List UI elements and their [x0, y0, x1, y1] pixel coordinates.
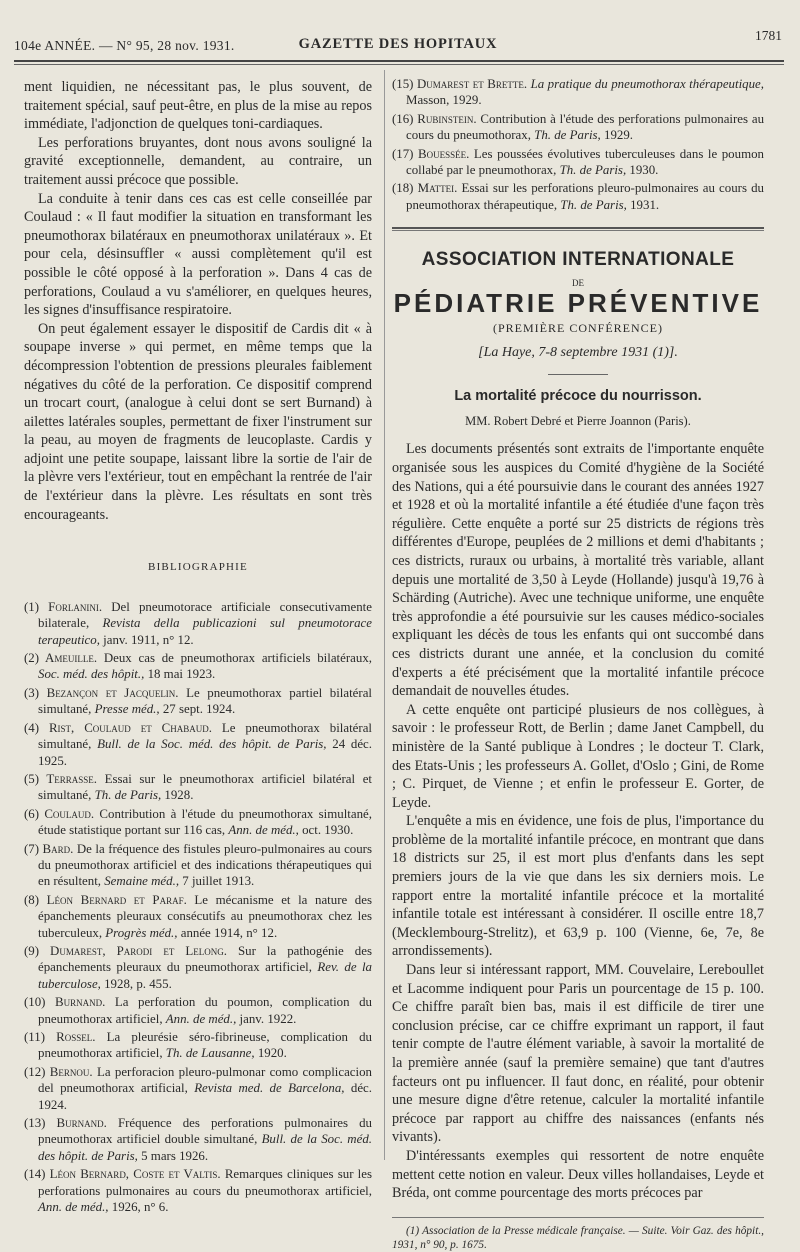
ref-title: Deux cas de pneumothorax artificiels bilatéraux, — [97, 651, 372, 666]
ref-journal: Bull. de la Soc. méd. des hôpit. de Paris, — [38, 1132, 373, 1163]
ref-title: Le mécanisme et la nature des épanchements pleuraux consécutifs au pneumothorax chez les tuberculeux, — [38, 892, 372, 940]
ref-journal: Revista med. de Barcelona, — [194, 1081, 345, 1096]
ref-author: (13) Burnand. — [24, 1116, 107, 1131]
bibliography-entry — [392, 76, 764, 109]
bibliography-entry — [24, 650, 372, 683]
paragraph: On peut également essayer le dispositif de Cardis dit « à soupape inverse » qui permet, en même temps que la décompression l'obtention de pressions pleurales faiblement négatives du côté de la perforation. Ce dispositif comprend un trocart court, (analogue à celui dont se sert Burnand) à ailettes latérales souples, permettant de fixer l'instrument sur la peau, au moyen de fragments de leucoplaste. Cardis y adjoint une petite soupape, laissant libre la sortie de l'air de la plèvre vers l'extérieur, tout en empêchant la rentrée de l'air de l'extérieur dans la plèvre. Les résultats en sont très encourageants. — [24, 320, 372, 523]
ref-details: année 1914, n° 12. — [177, 925, 278, 940]
ref-author: (10) Burnand. — [24, 995, 106, 1010]
ref-author: (16) Rubinstein. — [392, 111, 477, 126]
paragraph: Les perforations bruyantes, dont nous avons souligné la gravité exceptionnelle, demandent, au contraire, un traitement aussi précoce que possible. — [24, 134, 372, 188]
ref-details: 24 déc. 1925. — [38, 737, 372, 768]
ref-author: (12) Bernou. — [24, 1064, 93, 1079]
ref-journal: Th. de Paris, — [560, 197, 627, 212]
ref-author: (2) Ameuille. — [24, 651, 98, 666]
footnote: (1) Association de la Presse médicale française. — Suite. Voir Gaz. des hôpit., 1931, n° 90, p. 1675. — [392, 1224, 764, 1251]
ref-author: (11) Rossel. — [24, 1030, 96, 1044]
ref-author: (4) Rist, Coulaud et Chabaud. — [24, 720, 212, 735]
ref-journal: Semaine méd., — [104, 874, 180, 889]
section-rule-thin — [392, 230, 764, 231]
bibliography-entry — [24, 943, 372, 992]
footnote-rule — [392, 1217, 764, 1218]
ref-title: La perforacion pleuro-pulmonar como complicacion del pneumothorax artificial, — [38, 1064, 372, 1096]
article-body — [392, 440, 764, 1202]
association-de: DE — [572, 277, 584, 288]
ref-author: (17) Bouessée. — [392, 146, 470, 161]
ref-details: 7 juillet 1913. — [179, 874, 255, 889]
ref-journal: Ann. de méd., — [165, 1011, 237, 1026]
bibliography-entry — [24, 1166, 372, 1215]
ref-title: Le pneumothorax bilatéral simultané, — [38, 720, 373, 752]
ref-journal: Soc. méd. des hôpit., — [38, 667, 145, 682]
ref-title: Fréquence des perforations pulmonaires du pneumothorax artificiel double simultané, — [38, 1116, 372, 1147]
bibliography-entry — [24, 720, 372, 769]
bibliography-list-continued — [392, 76, 764, 213]
ref-journal: La pratique du pneumothorax thérapeutique, — [530, 77, 764, 91]
ref-author: (1) Forlanini. — [24, 599, 103, 614]
ref-details: 5 mars 1926. — [137, 1148, 209, 1163]
ref-details: déc. 1924. — [38, 1081, 373, 1112]
ref-author: (5) Terrasse. — [24, 771, 97, 786]
conference-place: [La Haye, 7-8 septembre 1931 (1)]. — [478, 344, 678, 360]
ref-author: (8) Léon Bernard et Paraf. — [24, 892, 187, 907]
bibliography-entry — [24, 1029, 372, 1062]
ref-details: Masson, 1929. — [406, 93, 482, 108]
ref-journal: Th. de Paris, — [94, 788, 162, 803]
ref-title: Essai sur les perforations pleuro-pulmonaires au cours du pneumothorax thérapeutique, — [406, 181, 765, 212]
ref-details: 1928. — [161, 788, 194, 803]
conference-label: (PREMIÈRE CONFÉRENCE) — [492, 321, 663, 336]
ref-details: 1926, n° 6. — [108, 1200, 169, 1215]
ref-journal: Bull. de la Soc. méd. des hôpit. de Paris, — [97, 737, 327, 752]
ref-author: (15) Dumarest et Brette. — [392, 77, 528, 91]
bibliography-entry — [392, 111, 764, 144]
ref-details: 1920. — [254, 1046, 287, 1061]
bibliography-entry — [24, 771, 372, 804]
bibliography-entry — [392, 146, 764, 179]
bibliography-entry — [24, 599, 372, 648]
ref-details: 1931. — [626, 197, 660, 212]
ref-title: Les poussées évolutives tuberculeuses dans le poumon collabé par le pneumothorax, — [406, 146, 764, 178]
paragraph: Les documents présentés sont extraits de l'importante enquête organisée sous les auspices du Comité d'hygiène de la Société des Nations, qui a été poursuivie dans le courant des années 1927 et 1928 et où la mortalité infantile a été étudiée d'une façon très régulière. Cette enquête a porté sur 25 districts de régions très différentes d'Europe, peuplées de 2 millions et demi d'habitants ; ces districts, ruraux ou urbains, à mortalité très variable, allant depuis une mortalité de 3,50 à Leyde (Hollande) jusqu'à 19,76 à Schärding (Autriche). Avec une technique uniforme, une enquête très approfondie a été poursuivie sur les causes médico-sociales expliquant les décès de tous les enfants qui ont succombé dans ces districts durant une année, et la conclusion du comité d'experts a été précisément que la mortalité infantile précoce demandait de nouvelles études. — [392, 441, 764, 700]
ref-details: 18 mai 1923. — [144, 667, 216, 682]
bibliography-entry — [24, 806, 372, 839]
ref-journal: Th. de Paris, — [559, 163, 627, 178]
issue-info: 104e ANNÉE. — N° 95, 28 nov. 1931. — [14, 38, 235, 53]
ref-author: (9) Dumarest, Parodi et Lelong. — [24, 943, 227, 958]
bibliography-entry — [24, 841, 372, 890]
header-rule — [14, 60, 784, 62]
ref-title: Le pneumothorax partiel bilatéral simultané, — [38, 685, 372, 717]
paragraph: Dans leur si intéressant rapport, MM. Couvelaire, Lereboullet et Lacomme indiquent pour Paris un pourcentage de 15 p. 100. Ce chiffre paraît bien bas, mais il est difficile de tirer une conclusion précise, car ce chiffre exprimant un rapport, il faut tenir compte de l'autre élément variable, à savoir la mortalité de la première année (sauf la première semaine) que tant d'autres facteurs ont pu influencer. Il faut donc, en réalité, pour obtenir une mesure digne d'être retenue, calculer la mortalité infantile précoce par rapport au chiffre des naissances (enfants nés vivants). — [392, 962, 764, 1146]
section-rule — [392, 227, 764, 229]
ref-details: 1930. — [626, 163, 659, 178]
ref-details: janv. 1911, n° 12. — [99, 632, 194, 647]
left-column — [24, 78, 372, 1217]
ref-title: Del pneumotorace artificiale consecutivamente bilaterale, — [38, 599, 372, 631]
ref-title: Essai sur le pneumothorax artificiel bilatéral et simultané, — [38, 771, 372, 803]
ref-journal: Rev. de la tuberculose, — [38, 960, 372, 991]
ref-title: Sur la pathogénie des épanchements pleuraux du pneumothorax artificiel, — [38, 943, 372, 975]
ref-journal: Revista della publicazioni sul pneumotorace terapeutico, — [38, 616, 372, 647]
short-rule — [548, 374, 608, 375]
ref-journal: Ann. de méd., — [38, 1200, 109, 1215]
ref-title: Remarques cliniques sur les perforations pulmonaires au cours du pneumothorax artificiel, — [38, 1167, 372, 1198]
ref-author: (18) Mattei. — [392, 181, 458, 196]
bibliography-entry — [24, 1115, 372, 1164]
page-header — [14, 28, 782, 58]
header-rule-thin — [14, 64, 784, 65]
ref-details: 1929. — [600, 128, 634, 143]
ref-journal: Presse méd., — [94, 702, 160, 717]
ref-author: (3) Bezançon et Jacquelin. — [24, 685, 179, 700]
ref-journal: Progrès méd., — [105, 925, 178, 940]
ref-journal: Th. de Paris, — [534, 128, 601, 143]
ref-details: 27 sept. 1924. — [159, 702, 236, 717]
association-subject: PÉDIATRIE PRÉVENTIVE — [393, 288, 763, 319]
paragraph: La conduite à tenir dans ces cas est celle conseillée par Coulaud : « Il faut modifier la situation en transformant les pneumothorax bilatéraux en pneumothorax unilatéraux ». Et pour cela, désinsuffler « aussi complètement qu'il est possible le côté opposé à la perforation ». Dans 4 cas de perforations, Coulaud a vu s'améliorer, en quelques heures, les signes d'insuffisance respiratoire. — [24, 190, 372, 319]
ref-title: De la fréquence des fistules pleuro-pulmonaires au cours du pneumothorax artificiel et des indications thérapeutiques qui en résultent, — [38, 841, 372, 889]
bibliography-entry — [24, 685, 372, 718]
journal-title: GAZETTE DES HOPITAUX — [298, 36, 498, 52]
paragraph: A cette enquête ont participé plusieurs de nos collègues, à savoir : le professeur Rott, de Berlin ; dame Janet Campbell, du ministère de la Santé publique à Londres ; le docteur T. Clark, des Etats-Unis ; les professeurs A. Gollet, d'Oslo ; Gini, de Rome ; C. Pirquet, de Vienne ; et enfin le professeur E. Gorter, de Leyde. — [392, 701, 764, 811]
article-title: La mortalité précoce du nourrisson. — [454, 388, 702, 405]
paragraph: D'intéressants exemples qui ressortent de notre enquête mettent cette notion en valeur. Deux villes hollandaises, Leyde et Bréda, ont comme pourcentage des morts précoces par — [392, 1147, 764, 1202]
ref-author: (14) Léon Bernard, Coste et Valtis. — [24, 1167, 221, 1182]
ref-title: Contribution à l'étude des perforations pulmonaires au cours du pneumothorax, — [406, 111, 765, 143]
ref-author: (6) Coulaud. — [24, 806, 95, 821]
bibliography-list — [24, 599, 372, 1216]
ref-details: janv. 1922. — [236, 1011, 297, 1026]
article-authors: MM. Robert Debré et Pierre Joannon (Paris). — [465, 413, 691, 428]
bibliography-entry — [24, 892, 372, 941]
right-column — [392, 76, 764, 1252]
paragraph: ment liquidien, ne nécessitant pas, le plus souvent, de traitement spécial, sauf peut-être, en plus de la mise au repos immédiate, l'adjonction de quelques toni-cardiaques. — [24, 79, 372, 133]
ref-title: Contribution à l'étude du pneumothorax simultané, étude statistique portant sur 116 cas, — [38, 806, 372, 838]
column-divider — [384, 70, 385, 1160]
paragraph: L'enquête a mis en évidence, une fois de plus, l'importance du problème de la mortalité infantile précoce, en montrant que dans 18 districts sur 25, il est mort plus d'enfants dans les sept premiers jours de la vie que dans les six derniers mois. Le rapport entre la mortalité infantile précoce et la mortalité infantile totale est intéressant à considérer. Il oscille entre 18,7 (Mecklembourg-Strelitz), et 63,9 p. 100 (Vienne, 6e, 7e, 8e arrondissements). — [392, 813, 764, 960]
ref-details: oct. 1930. — [298, 823, 354, 838]
ref-details: 1928, p. 455. — [100, 976, 172, 991]
ref-title: La pleurésie séro-fibrineuse, complication du pneumothorax artificiel, — [38, 1030, 372, 1061]
ref-author: (7) Bard. — [24, 841, 74, 856]
ref-title: La perforation du poumon, complication du pneumothorax artificiel, — [38, 995, 372, 1026]
ref-journal: Ann. de méd., — [228, 823, 299, 838]
association-title: ASSOCIATION INTERNATIONALE — [421, 249, 735, 271]
bibliography-entry — [24, 1064, 372, 1113]
bibliography-entry — [392, 180, 764, 213]
ref-journal: Th. de Lausanne, — [165, 1046, 255, 1061]
bibliography-entry — [24, 994, 372, 1027]
bibliography-title: BIBLIOGRAPHIE — [148, 561, 248, 574]
page-number: 1781 — [755, 28, 782, 43]
